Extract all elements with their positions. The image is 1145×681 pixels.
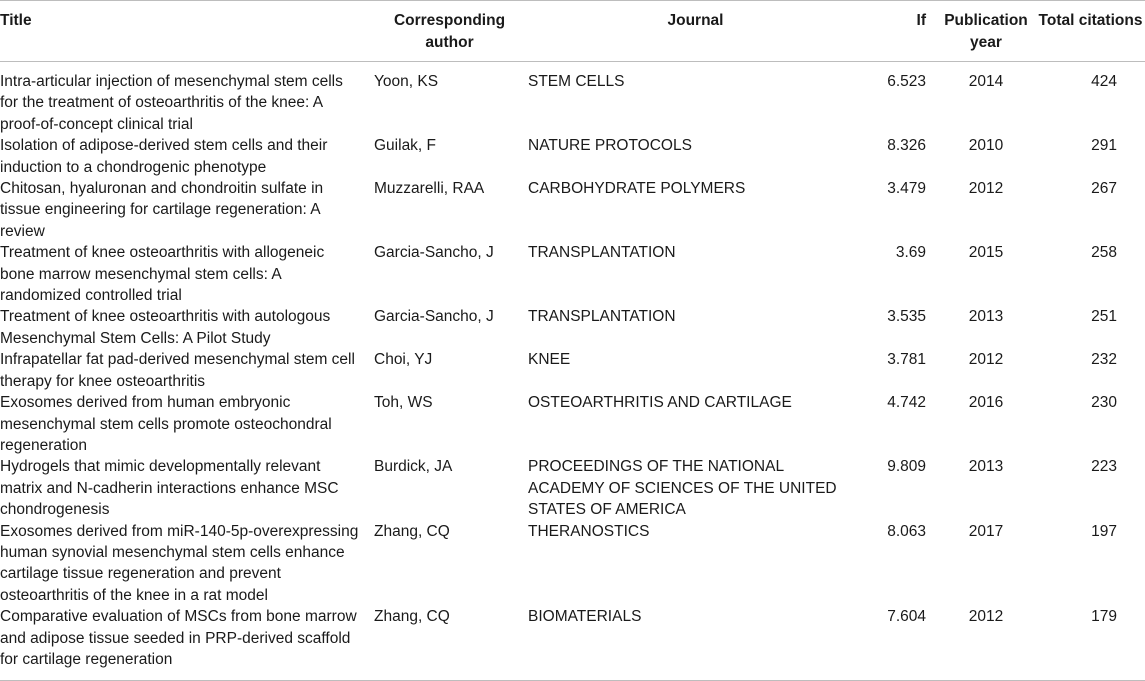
cell-author: Garcia-Sancho, J [374, 308, 494, 326]
cell-title: Treatment of knee osteoarthritis with allogeneic bone marrow mesenchymal stem cells: A randomized controlled trial [0, 244, 325, 305]
table-header [0, 1, 1145, 62]
cell-impact-factor: 8.063 [887, 522, 926, 540]
cell-impact-factor: 6.523 [887, 73, 926, 90]
cell-year: 2015 [968, 244, 1004, 262]
cell-title: Hydrogels that mimic developmentally relevant matrix and N-cadherin interactions enhance MSC chondrogenesis [0, 458, 339, 519]
cell-title: Comparative evaluation of MSCs from bone marrow and adipose tissue seeded in PRP-derived scaffold for cartilage regeneration [0, 608, 357, 668]
table-row [0, 349, 1145, 392]
column-header-title: Title [0, 12, 32, 29]
table-row [0, 135, 1145, 178]
cell-author: Choi, YJ [374, 351, 433, 369]
cell-impact-factor: 8.326 [887, 137, 926, 155]
cell-title: Treatment of knee osteoarthritis with autologous Mesenchymal Stem Cells: A Pilot Study [0, 308, 331, 347]
table-row [0, 178, 1145, 242]
column-header-journal: Journal [667, 12, 724, 29]
cell-year: 2013 [968, 308, 1004, 326]
cell-impact-factor: 3.479 [887, 180, 926, 198]
cell-year: 2012 [968, 180, 1004, 198]
column-header-corresponding-author: Corresponding author [393, 12, 506, 51]
cell-author: Guilak, F [374, 137, 437, 155]
cell-journal: THERANOSTICS [528, 522, 650, 540]
table-row [0, 392, 1145, 456]
cell-year: 2013 [968, 458, 1004, 476]
table-row [0, 606, 1145, 681]
cell-year: 2016 [968, 394, 1004, 412]
cell-impact-factor: 3.535 [887, 308, 926, 326]
header-row [0, 1, 1145, 62]
table-row [0, 242, 1145, 306]
table-row [0, 62, 1145, 136]
cell-total-citations: 223 [1091, 458, 1117, 476]
cell-author: Garcia-Sancho, J [374, 244, 494, 262]
cell-total-citations: 258 [1091, 244, 1117, 262]
column-header-publication-year: Publication year [944, 12, 1028, 51]
cell-title: Chitosan, hyaluronan and chondroitin sulfate in tissue engineering for cartilage regeneration: A review [0, 180, 324, 240]
cell-author: Zhang, CQ [374, 522, 450, 540]
column-header-impact-factor: If [916, 12, 926, 29]
cell-journal: TRANSPLANTATION [528, 308, 676, 326]
table-row [0, 306, 1145, 349]
cell-total-citations: 179 [1091, 608, 1117, 626]
cell-impact-factor: 4.742 [887, 394, 926, 412]
cell-journal: CARBOHYDRATE POLYMERS [528, 180, 746, 198]
cell-title: Isolation of adipose-derived stem cells and their induction to a chondrogenic phenotype [0, 137, 328, 176]
cell-title: Exosomes derived from miR-140-5p-overexpressing human synovial mesenchymal stem cells enhance cartilage tissue regeneration and prevent osteoarthritis of the knee in a rat model [0, 522, 359, 604]
cell-total-citations: 267 [1091, 180, 1117, 198]
cell-journal: OSTEOARTHRITIS AND CARTILAGE [528, 394, 792, 412]
cell-impact-factor: 7.604 [887, 608, 926, 626]
cell-journal: KNEE [528, 351, 571, 369]
cell-total-citations: 291 [1091, 137, 1117, 155]
cell-total-citations: 230 [1091, 394, 1117, 412]
table-row [0, 456, 1145, 520]
cell-total-citations: 424 [1091, 73, 1117, 90]
cell-title: Exosomes derived from human embryonic mesenchymal stem cells promote osteochondral regeneration [0, 394, 332, 454]
cell-total-citations: 251 [1091, 308, 1117, 326]
cell-year: 2010 [968, 137, 1004, 155]
cell-author: Yoon, KS [374, 73, 439, 90]
column-header-total-citations: Total citations [1038, 12, 1143, 29]
cell-author: Toh, WS [374, 394, 433, 412]
table-row [0, 521, 1145, 607]
cell-author: Zhang, CQ [374, 608, 450, 626]
cell-journal: PROCEEDINGS OF THE NATIONAL ACADEMY OF SCIENCES OF THE UNITED STATES OF AMERICA [528, 458, 837, 519]
cell-journal: TRANSPLANTATION [528, 244, 676, 262]
cell-total-citations: 197 [1091, 522, 1117, 540]
cell-total-citations: 232 [1091, 351, 1117, 369]
cell-author: Muzzarelli, RAA [374, 180, 485, 198]
cell-impact-factor: 3.69 [895, 244, 926, 262]
cell-year: 2012 [968, 351, 1004, 369]
cell-author: Burdick, JA [374, 458, 453, 476]
cell-journal: BIOMATERIALS [528, 608, 642, 626]
cell-year: 2017 [968, 522, 1004, 540]
cell-year: 2014 [968, 73, 1004, 90]
cell-impact-factor: 3.781 [887, 351, 926, 369]
table-body [0, 62, 1145, 681]
cell-title: Intra-articular injection of mesenchymal stem cells for the treatment of osteoarthritis of the knee: A proof-of-concept clinical trial [0, 73, 343, 133]
cell-journal: STEM CELLS [528, 73, 625, 90]
cell-journal: NATURE PROTOCOLS [528, 137, 692, 155]
cell-title: Infrapatellar fat pad-derived mesenchymal stem cell therapy for knee osteoarthritis [0, 351, 355, 390]
cell-year: 2012 [968, 608, 1004, 626]
cell-impact-factor: 9.809 [887, 458, 926, 476]
